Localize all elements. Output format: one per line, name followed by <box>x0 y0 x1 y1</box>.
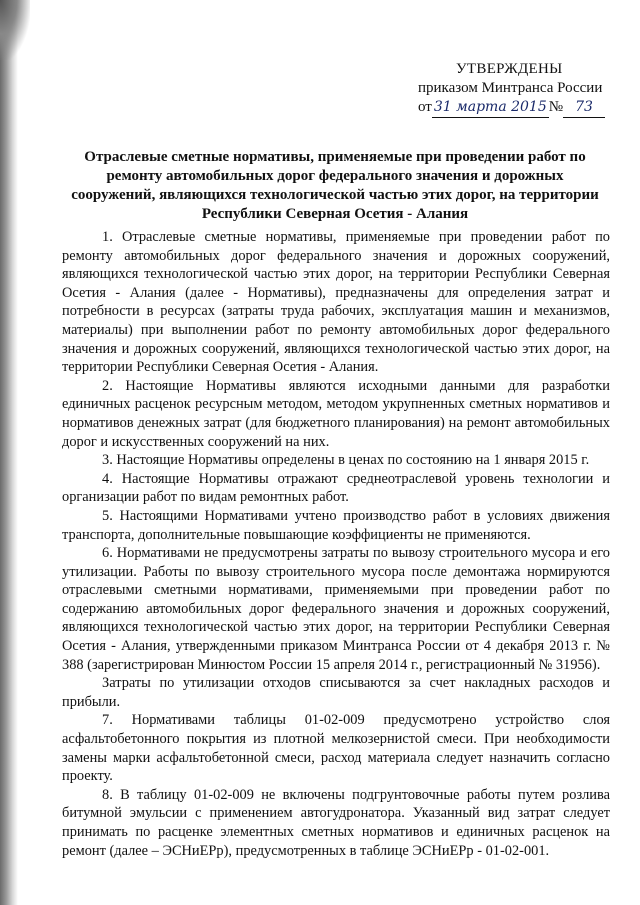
approval-block <box>418 60 608 118</box>
approval-order-line: приказом Минтранса России <box>418 80 603 96</box>
handwritten-number: 73 <box>563 98 605 118</box>
document-body <box>62 228 610 860</box>
number-label: № <box>548 99 564 115</box>
document-heading: Отраслевые сметные нормативы, применяемые при проведении работ по ремонту автомобильных дорог федерального значения и дорожных сооружений, являющихся технологической частью этих дорог, на территории Республики Северная Осетия - Алания <box>71 149 599 222</box>
paragraph-3: 3. Настоящие Нормативы определены в ценах по состоянию на 1 января 2015 г. <box>102 452 590 469</box>
paragraph-1: 1. Отраслевые сметные нормативы, применяемые при проведении работ по ремонту автомобильных дорог федерального значения и дорожных сооружений, являющихся технологической частью этих дорог, на территории Республики Северная Осетия - Алания (далее - Нормативы), предназначены для определения затрат и потребности в ресурсах (затраты труда рабочих, эксплуатация машин и механизмов, материалы) при выполнении работ по ремонту автомобильных дорог федерального значения и дорожных сооружений, являющихся технологической частью этих дорог, на территории Республики Северная Осетия - Алания. <box>62 229 610 376</box>
paragraph-8: 8. В таблицу 01-02-009 не включены подгрунтовочные работы путем розлива битумной эмульсии с применением автогудронатора. Указанный вид затрат следует принимать по расценке элементных сметных нормативов и единичных расценок на ремонт (далее – ЭСНиЕРр), предусмотренных в таблице ЭСНиЕРр - 01-02-001. <box>62 786 610 859</box>
paragraph-5: 5. Настоящими Нормативами учтено производство работ в условиях движения транспорта, дополнительные повышающие коэффициенты не применяются. <box>62 507 610 543</box>
scan-shadow-corner <box>0 0 30 60</box>
handwritten-date: 31 марта 2015 <box>432 98 549 118</box>
paragraph-6: 6. Нормативами не предусмотрены затраты по вывозу строительного мусора и его утилизации. Работы по вывозу строительного мусора после демонтажа нормируются отраслевыми сметными нормативами, применяемыми при проведении работ по содержанию автомобильных дорог федерального значения и дорожных сооружений, являющихся технологической частью этих дорог, на территории Республики Северная Осетия - Алания, утвержденными приказом Минтранса России от 4 декабря 2013 г. № 388 (зарегистрирован Минюстом России 15 апреля 2014 г., регистрационный № 31956). <box>62 545 610 673</box>
paragraph-4: 4. Настоящие Нормативы отражают среднеотраслевой уровень технологии и организации работ по видам ремонтных работ. <box>62 470 610 506</box>
date-prefix: от <box>418 99 432 115</box>
approval-date-line <box>418 98 608 118</box>
approval-title: УТВЕРЖДЕНЫ <box>456 61 563 77</box>
paragraph-7: 7. Нормативами таблицы 01-02-009 предусмотрено устройство слоя асфальтобетонного покрытия из плотной мелкозернистой смеси. При необходимости замены марки асфальтобетонной смеси, расход материала следует назначить согласно проекту. <box>62 712 610 785</box>
paragraph-6-note: Затраты по утилизации отходов списываются за счет накладных расходов и прибыли. <box>62 675 610 710</box>
scan-shadow-edge <box>0 0 18 905</box>
paragraph-2: 2. Настоящие Нормативы являются исходными данными для разработки единичных расценок ресурсным методом, методом укрупненных сметных нормативов и нормативов денежных затрат (для бюджетного планирования) на ремонт автомобильных дорог и искусственных сооружений на них. <box>62 377 610 450</box>
